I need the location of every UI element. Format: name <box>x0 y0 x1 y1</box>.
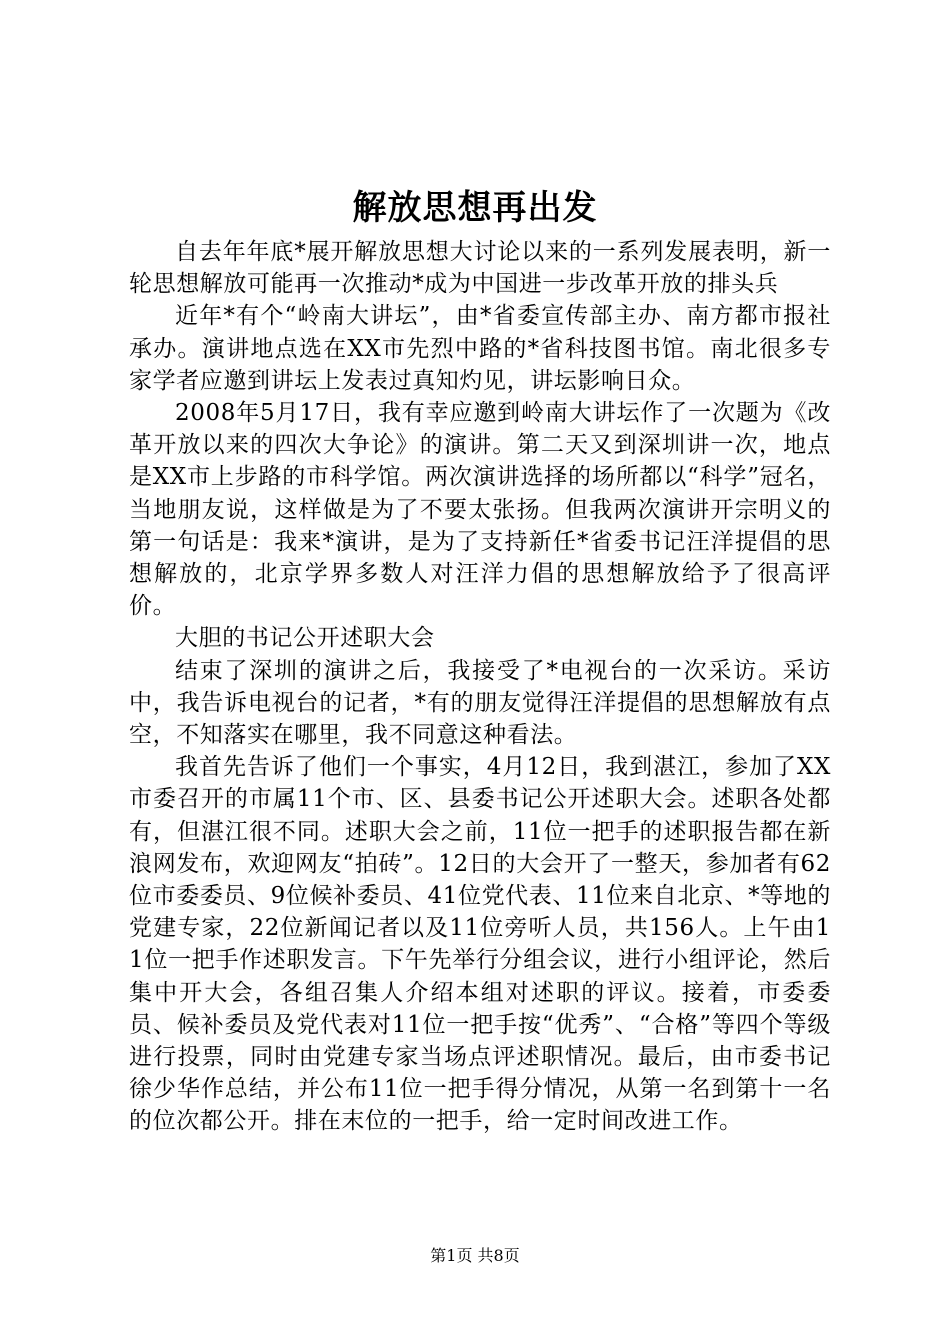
page-footer: 第1页 共8页 <box>430 1246 520 1265</box>
paragraph: 我首先告诉了他们一个事实，4月12日，我到湛江，参加了XX市委召开的市属11个市、区、县委书记公开述职大会。述职各处都有，但湛江很不同。述职大会之前，11位一把手的述职报告都在新浪网发布，欢迎网友“拍砖”。12日的大会开了一整天，参加者有62位市委委员、9位候补委员、41位党代表、11位来自北京、*等地的党建专家，22位新闻记者以及11位旁听人员，共156人。上午由11位一把手作述职发言。下午先举行分组会议，进行小组评论，然后集中开大会，各组召集人介绍本组对述职的评议。接着，市委委员、候补委员及党代表对11位一把手按“优秀”、“合格”等四个等级进行投票，同时由党建专家当场点评述职情况。最后，由市委书记徐少华作总结，并公布11位一把手得分情况，从第一名到第十一名的位次都公开。排在末位的一把手，给一定时间改进工作。 <box>129 754 831 1135</box>
section-heading: 大胆的书记公开述职大会 <box>175 625 435 652</box>
document-title: 解放思想再出发 <box>352 188 598 228</box>
document-body <box>129 236 831 1138</box>
paragraph: 近年*有个“岭南大讲坛”，由*省委宣传部主办、南方都市报社承办。演讲地点选在XX市先烈中路的*省科技图书馆。南北很多专家学者应邀到讲坛上发表过真知灼见，讲坛影响日众。 <box>129 303 831 394</box>
paragraph: 结束了深圳的演讲之后，我接受了*电视台的一次采访。采访中，我告诉电视台的记者，*有的朋友觉得汪洋提倡的思想解放有点空，不知落实在哪里，我不同意这种看法。 <box>129 657 831 749</box>
paragraph: 2008年5月17日，我有幸应邀到岭南大讲坛作了一次题为《改革开放以来的四次大争论》的演讲。第二天又到深圳讲一次，地点是XX市上步路的市科学馆。两次演讲选择的场所都以“科学”冠名，当地朋友说，这样做是为了不要太张扬。但我两次演讲开宗明义的第一句话是：我来*演讲，是为了支持新任*省委书记汪洋提倡的思想解放的，北京学界多数人对汪洋力倡的思想解放给予了很高评价。 <box>129 400 831 620</box>
paragraph: 自去年年底*展开解放思想大讨论以来的一系列发展表明，新一轮思想解放可能再一次推动*成为中国进一步改革开放的排头兵 <box>129 239 831 298</box>
